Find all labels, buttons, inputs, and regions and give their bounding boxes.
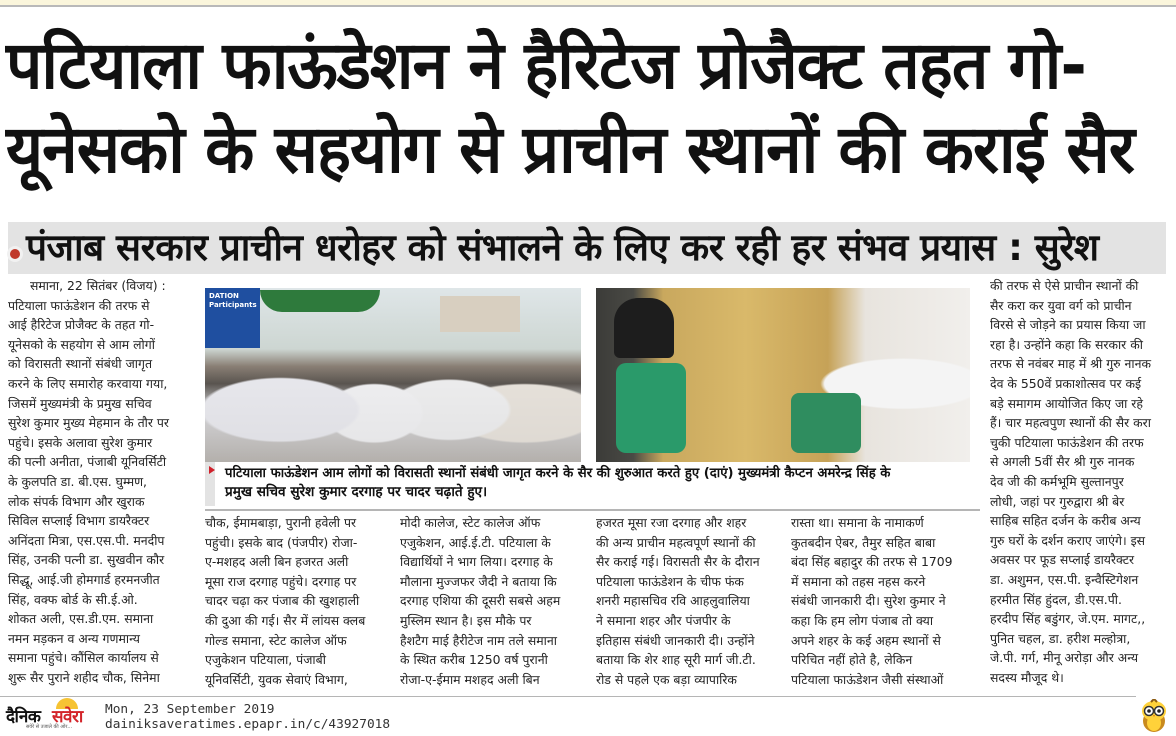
article-column-6 — [990, 276, 1170, 687]
article-line: परिचित नहीं होते है, लेकिन — [791, 652, 913, 668]
article-line: कहा कि हम लोग पंजाब तो क्या — [791, 612, 934, 628]
photo-caption — [205, 462, 975, 506]
article-line: सिविल सप्लाई विभाग डायरैक्टर — [8, 513, 150, 529]
article-line: संबंधी जानकारी दी। सुरेश कुमार ने — [791, 593, 946, 609]
article-line: अपने शहर के कई अहम स्थानों से — [791, 632, 941, 648]
subheadline-bar — [8, 222, 1166, 274]
article-line: सदस्य मौजूद थे। — [990, 669, 1064, 685]
article-line: डा. अशुमन, एस.पी. इन्वैस्टिगेशन — [990, 571, 1139, 587]
caption-rule — [205, 509, 980, 511]
article-column-4 — [596, 513, 779, 689]
article-line: हरमीत सिंह हुंदल, डी.एस.पी. — [990, 591, 1122, 607]
article-line: के कुलपति डा. बी.एस. घुम्मण, — [8, 473, 147, 489]
photo-crowd-event — [205, 288, 581, 462]
article-line: मोदी कालेज, स्टेट कालेज ऑफ — [400, 515, 541, 530]
article-line: सिंह, उनकी पत्नी डा. सुखवीन कौर — [8, 552, 165, 568]
subheadline: पंजाब सरकार प्राचीन धरोहर को संभालने के लिए कर रही हर संभव प्रयास : सुरेश — [26, 226, 1099, 269]
article-line: विद्यार्थियों ने भाग लिया। दरगाह के — [400, 554, 553, 570]
article-line: इतिहास संबंधी जानकारी दी। उन्होंने — [596, 632, 755, 648]
article-line: पटियाला फाऊंडेशन की तरफ से — [8, 297, 150, 313]
footer-meta — [105, 702, 390, 732]
article-line: अनिंदता मित्रा, एस.एस.पी. मनदीप — [8, 532, 165, 548]
article-line: देव के 550वें प्रकाशोत्सव पर कई — [990, 375, 1142, 391]
epaper-url[interactable]: dainiksaveratimes.epapr.in/c/43927018 — [105, 717, 391, 732]
article-line: लोधी, जहां पर गुरुद्वारा श्री बेर — [990, 493, 1125, 509]
article-column-2 — [205, 513, 388, 689]
article-line: पटियाला फाऊंडेशन जैसी संस्थाओं — [791, 671, 944, 687]
article-line: हैशटैग माई हैरीटेज नाम तले समाना — [400, 632, 557, 648]
article-line: साहिब सहित दर्जन के करीब अन्य — [990, 513, 1141, 529]
article-line: बड़े समागम आयोजित किए जा रहे — [990, 395, 1143, 411]
article-column-3 — [400, 513, 583, 689]
article-line: कुतबदीन ऐबर, तैमुर सहित बाबा — [791, 534, 936, 550]
caption-arrow-icon — [209, 466, 215, 474]
article-line: हजरत मूसा रजा दरगाह और शहर — [596, 515, 747, 530]
headline-line-1: पटियाला फाऊंडेशन ने हैरिटेज प्रोजैक्ट तहत गो- — [6, 27, 1086, 104]
article-line: यूनेसको के सहयोग से आम लोगों — [8, 336, 155, 352]
article-line: को विरासती स्थानों संबंधी जागृत — [8, 356, 153, 372]
article-line: चादर चढ़ा कर पंजाब की खुशहाली — [205, 593, 360, 609]
column-1-body — [8, 296, 196, 688]
article-line: देव जी की कर्मभूमि सुल्तानपुर — [990, 473, 1124, 489]
article-line: बंदा सिंह बहादुर की तरफ से 1709 — [791, 554, 953, 570]
article-line: लोक संपर्क विभाग और खुराक — [8, 493, 145, 509]
article-line: समाना पहुंचे। कौंसिल कार्यालय से — [8, 650, 159, 666]
article-line: पहुंचे। इसके अलावा सुरेश कुमार — [8, 434, 153, 450]
article-line: शनरी महासचिव रवि आहलुवालिया — [596, 593, 750, 609]
article-line: सिद्धू, आई.जी होमगार्ड हरमनजीत — [8, 571, 160, 587]
article-line: सैर कराई गई। विरासती सैर के दौरान — [596, 554, 760, 570]
article-line: पटियाला फाऊंडेशन के चीफ फंक — [596, 573, 744, 589]
article-line: अवसर पर फूड सप्लाई डायरैक्टर — [990, 552, 1135, 568]
edition-date: Mon, 23 September 2019 — [105, 702, 275, 717]
article-line: मूसा राज दरगाह पहुंचे। दरगाह पर — [205, 573, 357, 589]
top-border — [0, 0, 1176, 7]
article-line: रोड से पहले एक बड़ा व्यापारिक — [596, 671, 737, 687]
article-line: मुस्लिम स्थान है। इस मौके पर — [400, 612, 532, 628]
article-line: की अन्य प्राचीन महत्वपूर्ण स्थानों की — [596, 534, 756, 550]
article-line: आई हैरिटेज प्रोजैक्ट के तहत गो- — [8, 317, 155, 333]
article-line: की पत्नी अनीता, पंजाबी यूनिवर्सिटी — [8, 454, 167, 470]
article-line: चुकी पटियाला फाऊंडेशन की तरफ — [990, 434, 1144, 450]
article-column-5 — [791, 513, 974, 689]
photo-canopy — [260, 290, 380, 312]
article-line: बताया कि शेर शाह सूरी मार्ग जी.टी. — [596, 652, 756, 668]
dateline: समाना, 22 सितंबर (विजय) : — [30, 278, 166, 293]
article-line: रोजा-ए-ईमाम मशहद अली बिन — [400, 671, 540, 687]
article-line: सिंह, वक्फ बोर्ड के सी.ई.ओ. — [8, 591, 138, 607]
article-line: विरसे से जोड़ने का प्रयास किया जा — [990, 317, 1146, 333]
article-line: रास्ता था। समाना के नामाकर्ण — [791, 515, 924, 530]
photo-green-scarf — [616, 363, 686, 453]
photo-person-cap — [614, 298, 674, 358]
footer-rule — [0, 696, 1136, 697]
article-line: सुरेश कुमार मुख्य मेहमान के तौर पर — [8, 415, 169, 431]
article-line: सैर करा कर युवा वर्ग को प्राचीन — [990, 297, 1132, 313]
article-line: एजुकेशन, आई.ई.टी. पटियाला के — [400, 534, 551, 550]
newspaper-logo: दैनिक सवेरा सवेरे से उजाले की ओर... — [6, 702, 101, 732]
headline — [6, 24, 1137, 192]
article-column-1 — [8, 276, 196, 687]
photo-dargah-chadar — [596, 288, 970, 462]
article-line: की तरफ से ऐसे प्राचीन स्थानों की — [990, 278, 1139, 293]
article-line: हैं। चार महत्वपुण स्थानों की सैर करा — [990, 415, 1151, 431]
article-line: दरगाह एशिया की दूसरी सबसे अहम — [400, 593, 561, 609]
article-line: शोकत अली, एस.डी.एम. समाना — [8, 611, 154, 627]
article-line: मौलाना मुज्जफर जैदी ने बताया कि — [400, 573, 557, 589]
article-line: तरफ से नवंबर माह में श्री गुरु नानक — [990, 356, 1151, 372]
article-line: गुरु घरों के दर्शन कराए जाएंगे। इस — [990, 532, 1146, 548]
article-line: यूनिवर्सिटी, युवक सेवाएं विभाग, — [205, 671, 348, 687]
owl-mascot-icon — [1138, 699, 1170, 733]
article-line: के स्थित करीब 1250 वर्ष पुरानी — [400, 652, 548, 668]
article-line: से अगली 5वीं सैर श्री गुरु नानक — [990, 454, 1135, 470]
photo-green-chadar — [791, 393, 861, 453]
article-line: जिसमें मुख्यमंत्री के प्रमुख सचिव — [8, 395, 152, 411]
caption-text: पटियाला फाऊंडेशन आम लोगों को विरासती स्थानों संबंधी जागृत करने के सैर की शुरुआत करते हुए (दाएं) मुख्यमंत्री कैप्टन अमरेन्द्र सिंह के प्रमुख सचिव सुरेश कुमार दरगाह पर चादर चढ़ाते हुए। — [225, 466, 891, 500]
article-line: पहुंची। इसके बाद (पंजपीर) रोजा- — [205, 534, 358, 550]
photo-building — [440, 296, 520, 332]
article-line: एजुकेशन पटियाला, पंजाबी — [205, 652, 326, 668]
article-line: की दुआ की गई। सैर में लांयस क्लब — [205, 612, 366, 628]
article-line: रहा है। उन्होंने कहा कि सरकार की — [990, 336, 1143, 352]
article-line: गोल्ड समाना, स्टेट कालेज ऑफ — [205, 632, 347, 648]
article-line: शुरू सैर पुराने शहीद चौक, सिनेमा — [8, 669, 160, 685]
article-line: पुनित चहल, डा. हरीश मल्होत्रा, — [990, 630, 1131, 646]
article-line: ए-मशहद अली बिन हजरत अली — [205, 554, 349, 570]
article-line: चौक, ईमामबाड़ा, पुरानी हवेली पर — [205, 515, 357, 530]
bullet-dot-icon — [10, 249, 20, 259]
article-line: नमन मड़कन व अन्य गणमान्य — [8, 630, 140, 646]
headline-line-2: यूनेसको के सहयोग से प्राचीन स्थानों की कराई सैर — [6, 111, 1134, 188]
article-line: ने समाना शहर और पंजपीर के — [596, 612, 731, 628]
article-line: करने के लिए समारोह करवाया गया, — [8, 375, 168, 391]
article-line: में समाना को तहस नहस करने — [791, 573, 926, 589]
article-line: जे.पी. गर्ग, मीनू अरोड़ा और अन्य — [990, 650, 1139, 666]
photo-banner: DATION Participants — [205, 288, 260, 348]
article-line: हरदीप सिंह बडुंगर, जे.एम. मागट,, — [990, 611, 1146, 627]
